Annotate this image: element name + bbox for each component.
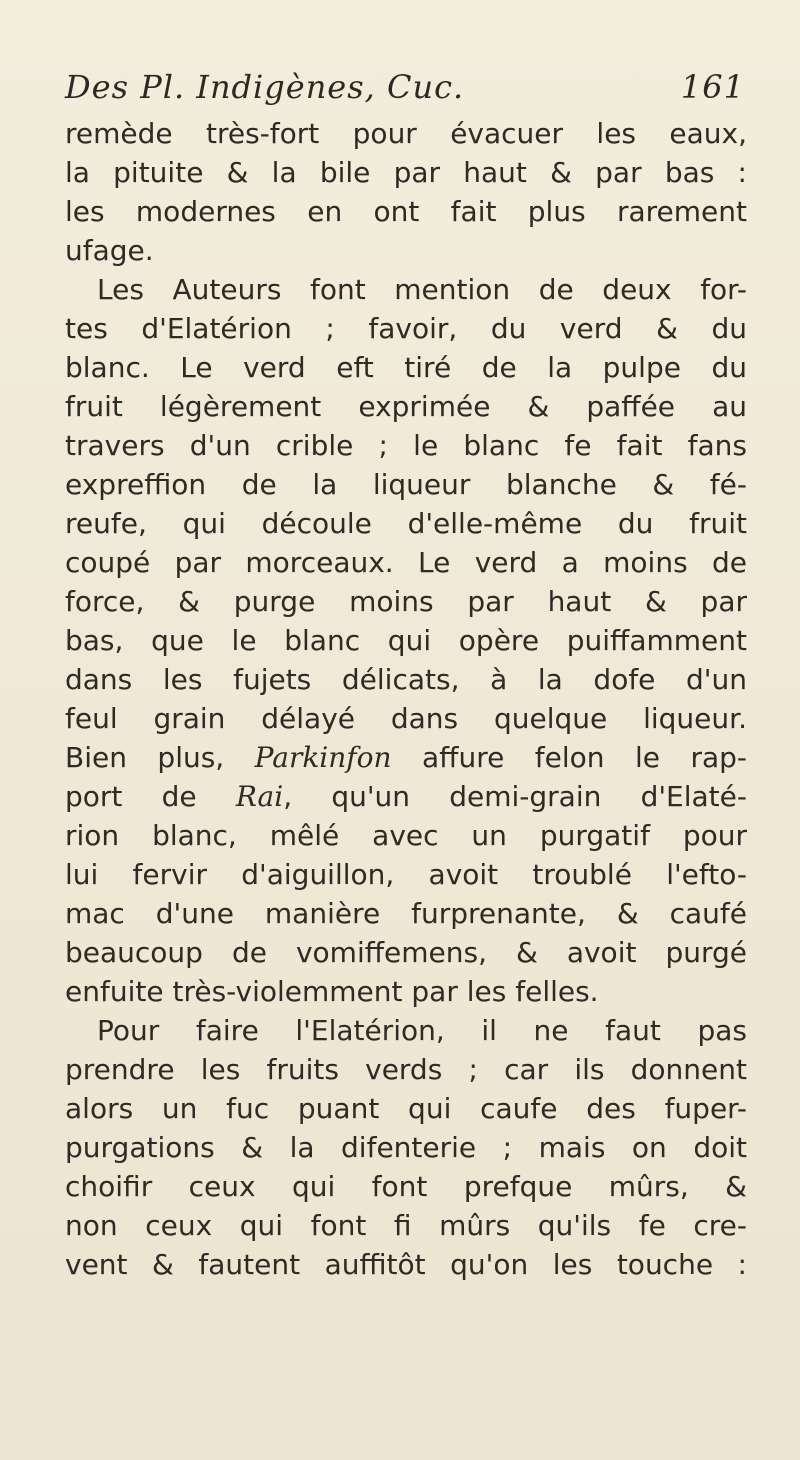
- text-line: alors un fuc puant qui caufe des fuper-: [65, 1092, 747, 1125]
- text-line: fruit légèrement exprimée & paffée au: [65, 390, 747, 423]
- text-line: mac d'une manière furprenante, & caufé: [65, 897, 747, 930]
- text-line: beaucoup de vomiffemens, & avoit purgé: [65, 936, 747, 969]
- body-text: [65, 114, 747, 1284]
- text-line: blanc. Le verd eft tiré de la pulpe du: [65, 351, 747, 384]
- text-line: travers d'un crible ; le blanc fe fait fans: [65, 429, 747, 462]
- italic-name: Parkinfon: [254, 741, 392, 774]
- text-line: force, & purge moins par haut & par: [65, 585, 747, 618]
- running-header: [65, 68, 745, 106]
- text-line: expreffion de la liqueur blanche & fé-: [65, 468, 747, 501]
- text-line: feul grain délayé dans quelque liqueur.: [65, 702, 747, 735]
- text-line: remède très-fort pour évacuer les eaux,: [65, 117, 747, 150]
- text-line: rion blanc, mêlé avec un purgatif pour: [65, 819, 747, 852]
- text-line: les modernes en ont fait plus rarement: [65, 195, 747, 228]
- text-line: la pituite & la bile par haut & par bas :: [65, 156, 747, 189]
- page-number: 161: [680, 68, 745, 106]
- running-title: Des Pl. Indigènes, Cuc.: [65, 68, 465, 106]
- text-line: vent & fautent auffitôt qu'on les touche :: [65, 1248, 747, 1281]
- text-line: choifir ceux qui font prefque mûrs, &: [65, 1170, 747, 1203]
- text-line: dans les fujets délicats, à la dofe d'un: [65, 663, 747, 696]
- text-line: lui fervir d'aiguillon, avoit troublé l'efto-: [65, 858, 747, 891]
- text-line: coupé par morceaux. Le verd a moins de: [65, 546, 747, 579]
- text-line: prendre les fruits verds ; car ils donnent: [65, 1053, 747, 1086]
- text-line: purgations & la difenterie ; mais on doit: [65, 1131, 747, 1164]
- text-line: reufe, qui découle d'elle-même du fruit: [65, 507, 747, 540]
- text-line: tes d'Elatérion ; favoir, du verd & du: [65, 312, 747, 345]
- text-line: non ceux qui font fi mûrs qu'ils fe cre-: [65, 1209, 747, 1242]
- italic-name: Rai: [235, 780, 284, 813]
- text-line: Les Auteurs font mention de deux for-: [97, 273, 747, 306]
- text-line-italic-names: port de Rai, qu'un demi-grain d'Elaté-: [65, 780, 747, 813]
- text-line: ufage.: [65, 234, 154, 267]
- text-line: bas, que le blanc qui opère puiffamment: [65, 624, 747, 657]
- text-line-italic-names: Bien plus, Parkinfon affure felon le rap-: [65, 741, 747, 774]
- text-line: enfuite très-violemment par les felles.: [65, 975, 599, 1008]
- text-line: Pour faire l'Elatérion, il ne faut pas: [97, 1014, 747, 1047]
